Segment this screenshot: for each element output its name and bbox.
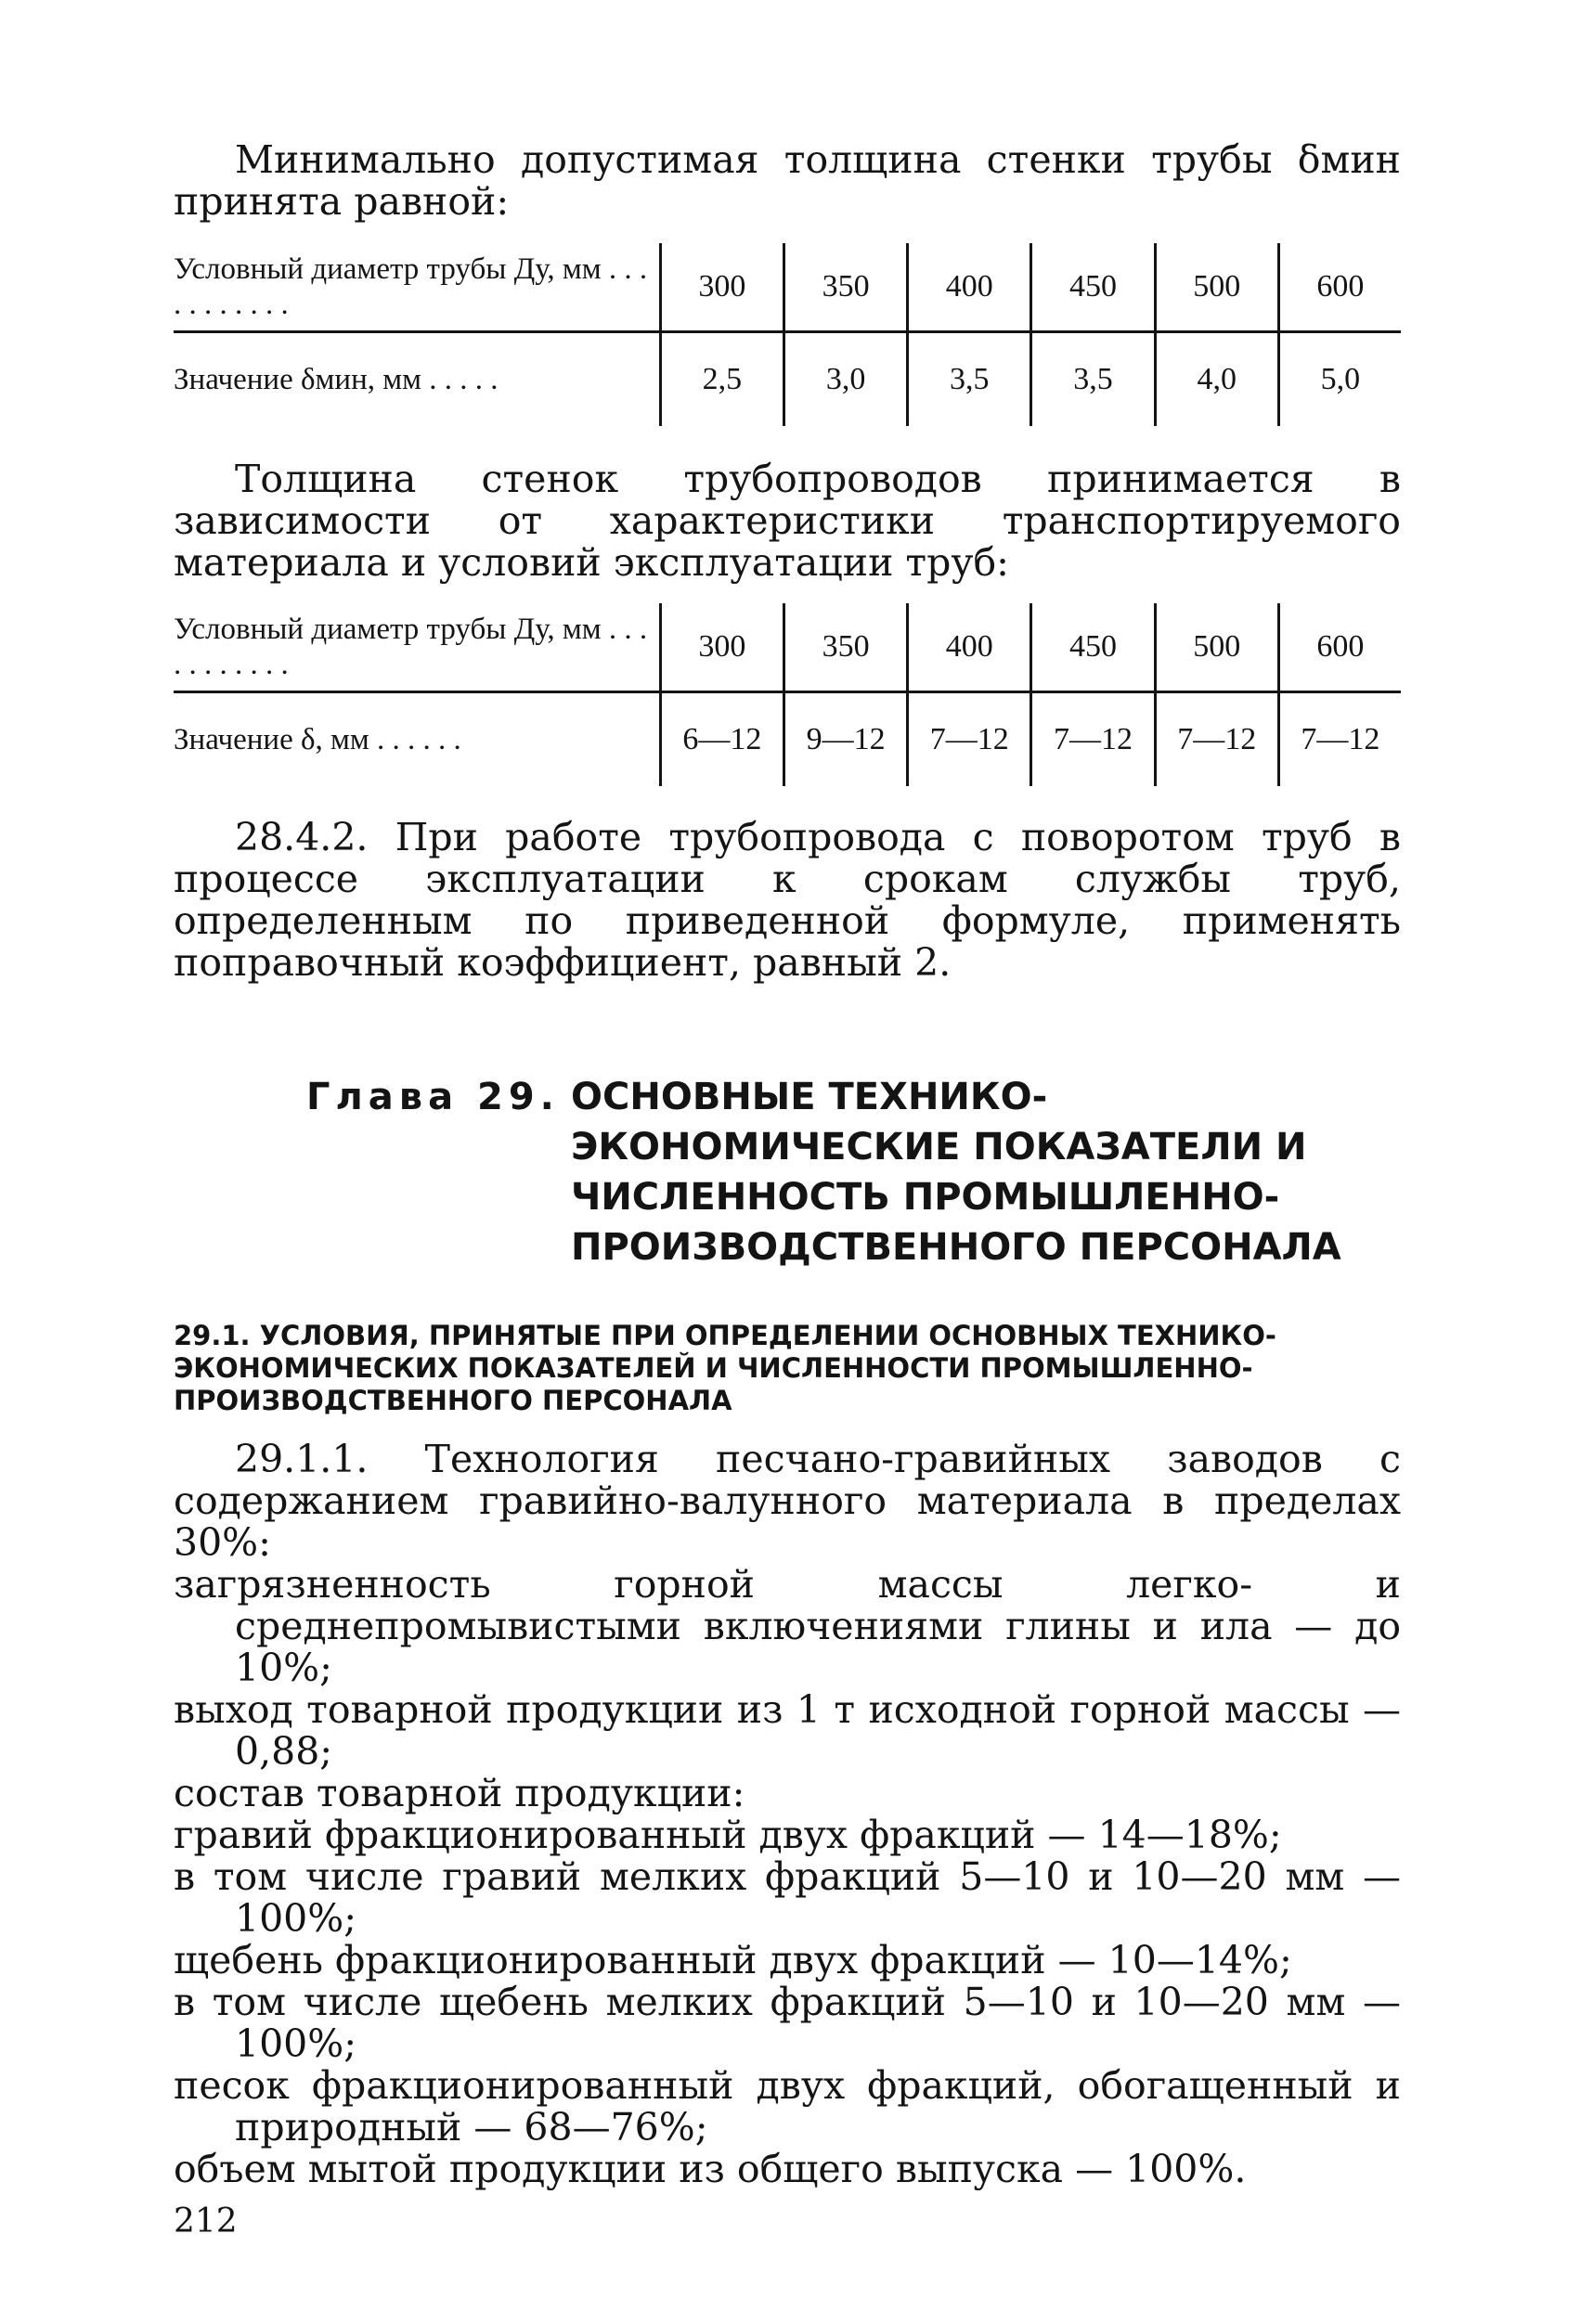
chapter-number: Глава 29.	[306, 1076, 560, 1118]
table-cell: 300	[659, 243, 783, 330]
table-cell: 600	[1277, 603, 1401, 691]
list-item: загрязненность горной массы легко- и среднепромывистыми включениями глины и ила — до 10%;	[174, 1562, 1401, 1690]
table-row	[174, 693, 1401, 786]
list-item: выход товарной продукции из 1 т исходной горной массы — 0,88;	[174, 1687, 1401, 1774]
list-item: состав товарной продукции:	[174, 1771, 745, 1815]
table-row-label: Значение δмин, мм . . . . .	[174, 363, 499, 396]
table-cell: 2,5	[659, 333, 783, 426]
list-item: объем мытой продукции из общего выпуска — 100%.	[174, 2147, 1247, 2191]
paragraph-29-1-1: 29.1.1. Технология песчано-гравийных заводов с содержанием гравийно-валунного материала в пределах 30%:	[174, 1437, 1401, 1565]
table-row	[174, 603, 1401, 691]
table-cell: 500	[1154, 243, 1277, 330]
chapter-heading	[306, 1072, 1402, 1272]
list-item: щебень фракционированный двух фракций — 10—14%;	[174, 1938, 1292, 1982]
table-row-label: Условный диаметр трубы Ду, мм . . . . . . . . . . .	[174, 252, 648, 321]
table-row	[174, 333, 1401, 426]
table-cell: 7—12	[1277, 693, 1401, 786]
table-cell: 350	[783, 243, 906, 330]
list-item: гравий фракционированный двух фракций — 14—18%;	[174, 1813, 1282, 1857]
table-row	[174, 243, 1401, 330]
table-row-label: Условный диаметр трубы Ду, мм . . . . . . . . . . .	[174, 613, 648, 681]
table-cell: 3,5	[906, 333, 1030, 426]
conditions-list	[174, 1439, 1401, 2190]
chapter-title: ОСНОВНЫЕ ТЕХНИКО-ЭКОНОМИЧЕСКИЕ ПОКАЗАТЕЛИ И ЧИСЛЕННОСТЬ ПРОМЫШЛЕННО-ПРОИЗВОДСТВЕННОГО ПЕРСОНАЛА	[571, 1076, 1341, 1269]
table-cell: 350	[783, 603, 906, 691]
table-cell: 400	[906, 603, 1030, 691]
table-cell: 600	[1277, 243, 1401, 330]
table-row-label: Значение δ, мм . . . . . .	[174, 723, 461, 756]
table-cell: 6—12	[659, 693, 783, 786]
table-cell: 4,0	[1154, 333, 1277, 426]
list-item: в том числе гравий мелких фракций 5—10 и 10—20 мм — 100%;	[174, 1854, 1401, 1941]
page-number: 212	[174, 2202, 238, 2240]
table-cell: 3,0	[783, 333, 906, 426]
table-cell: 7—12	[1154, 693, 1277, 786]
intro-paragraph: Минимально допустимая толщина стенки трубы δмин принята равной:	[174, 137, 1401, 224]
table-cell: 7—12	[1030, 693, 1153, 786]
paragraph-28-4-2: 28.4.2. При работе трубопровода с поворотом труб в процессе эксплуатации к срокам службы труб, определенным по приведенной формуле, применять поправочный коэффициент, равный 2.	[174, 815, 1401, 985]
table-cell: 450	[1030, 603, 1153, 691]
table-cell: 500	[1154, 603, 1277, 691]
table-cell: 450	[1030, 243, 1153, 330]
list-item: песок фракционированный двух фракций, обогащенный и природный — 68—76%;	[174, 2063, 1401, 2150]
table-cell: 3,5	[1030, 333, 1153, 426]
list-item: в том числе щебень мелких фракций 5—10 и 10—20 мм — 100%;	[174, 1980, 1401, 2066]
table-cell: 400	[906, 243, 1030, 330]
table-cell: 5,0	[1277, 333, 1401, 426]
table-cell: 9—12	[783, 693, 906, 786]
table-cell: 7—12	[906, 693, 1030, 786]
table-cell: 300	[659, 603, 783, 691]
section-title: 29.1. УСЛОВИЯ, ПРИНЯТЫЕ ПРИ ОПРЕДЕЛЕНИИ ОСНОВНЫХ ТЕХНИКО-ЭКОНОМИЧЕСКИХ ПОКАЗАТЕЛЕЙ И ЧИСЛЕННОСТИ ПРОМЫШЛЕННО-ПРОИЗВОДСТВЕННОГО ПЕРСОНАЛА	[174, 1320, 1276, 1416]
wall-thickness-paragraph: Толщина стенок трубопроводов принимается в зависимости от характеристики транспортируемого материала и условий эксплуатации труб:	[174, 457, 1401, 585]
wall-thickness-table	[174, 603, 1401, 786]
min-thickness-table	[174, 243, 1401, 426]
